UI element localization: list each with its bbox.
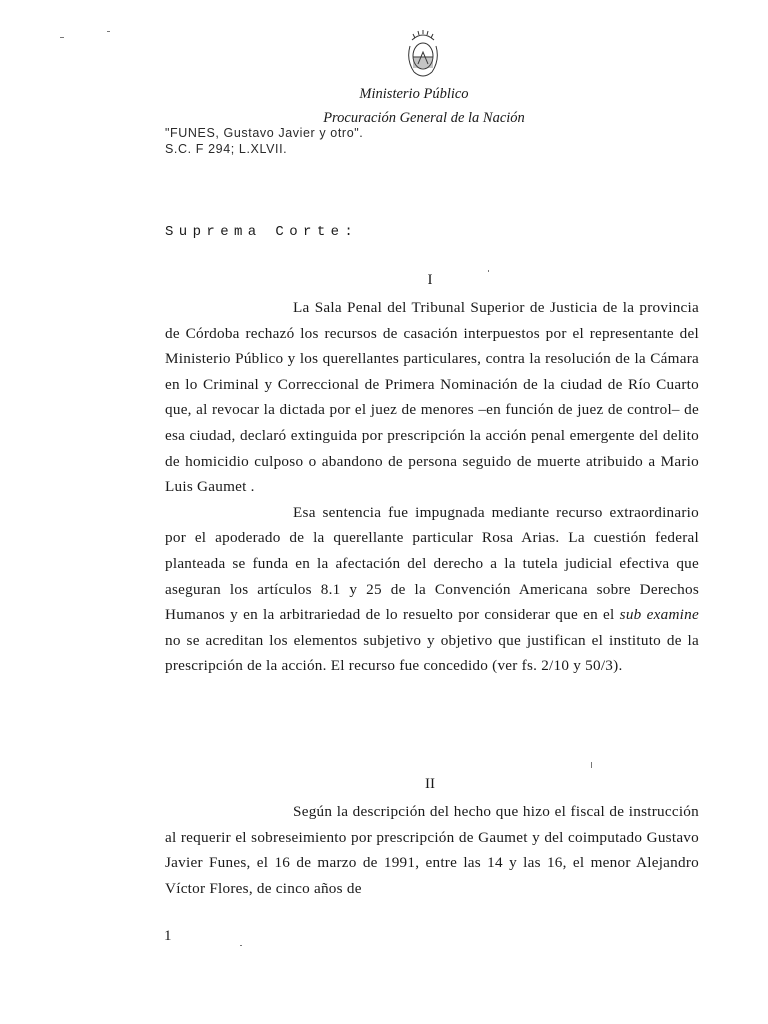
- section-body: [165, 799, 699, 901]
- section-number: II: [425, 776, 435, 792]
- scan-speck: [60, 37, 64, 38]
- office-name: Procuración General de la Nación: [323, 110, 525, 126]
- paragraph: [165, 500, 699, 679]
- ministry-name: Ministerio Público: [359, 86, 469, 102]
- scan-speck: [488, 270, 489, 272]
- paragraph-text: no se acreditan los elementos subjetivo y objetivo que justifican el instituto de la prescripción de la acción. El recurso fue concedido (ver fs. 2/10 y 50/3).: [165, 631, 699, 675]
- section-body: [165, 295, 699, 679]
- case-reference: S.C. F 294; L.XLVII.: [165, 142, 288, 156]
- coat-of-arms-seal-icon: [406, 30, 440, 82]
- case-caption: "FUNES, Gustavo Javier y otro".: [165, 126, 364, 140]
- scan-speck: [591, 762, 592, 768]
- latin-term: sub examine: [619, 606, 699, 624]
- section-number: I: [427, 272, 433, 288]
- scan-speck: [240, 945, 242, 946]
- paragraph: Según la descripción del hecho que hizo el fiscal de instrucción al requerir el sobreseimiento por prescripción de Gaumet y del coimputado Gustavo Javier Funes, el 16 de marzo de 1991, entre las 14 y las 16, el menor Alejandro Víctor Flores, de cinco años de: [165, 803, 699, 897]
- scan-speck: [107, 31, 110, 32]
- paragraph: La Sala Penal del Tribunal Superior de Justicia de la provincia de Córdoba rechazó los recursos de casación interpuestos por el representante del Ministerio Público y los querellantes particulares, contra la resolución de la Cámara en lo Criminal y Correccional de Primera Nominación de la ciudad de Río Cuarto que, al revocar la dictada por el juez de menores –en función de juez de control– de esa ciudad, declaró extinguida por prescripción la acción penal emergente del delito de homicidio culposo o abandono de persona seguido de muerte atribuido a Mario Luis Gaumet .: [165, 299, 699, 496]
- salutation: Suprema Corte:: [165, 224, 359, 240]
- paragraph-text: Esa sentencia fue impugnada mediante recurso extraordinario por el apoderado de la querellante particular Rosa Arias. La cuestión federal planteada se funda en la afectación del derecho a la tutela judicial efectiva que aseguran los artículos 8.1 y 25 de la Convención Americana sobre Derechos Humanos y en la arbitrariedad de lo resuelto por considerar que en el: [165, 503, 699, 624]
- page-number: 1: [164, 928, 172, 944]
